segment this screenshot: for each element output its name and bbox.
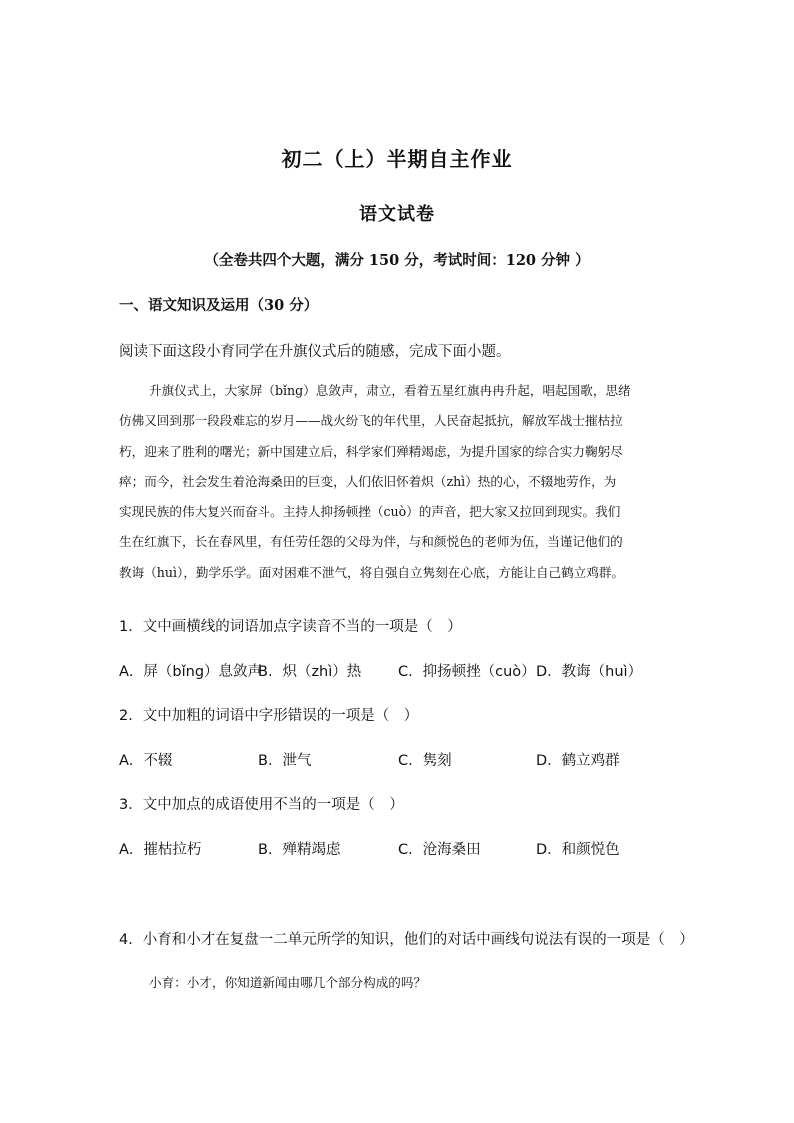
question-2-option-c: C．隽刻 [398, 753, 452, 769]
question-2-stem: 2．文中加粗的词语中字形错误的一项是（ ） [119, 708, 419, 724]
question-3-option-a: A．摧枯拉朽 [119, 842, 202, 858]
question-4-stem: 4．小育和小才在复盘一二单元所学的知识，他们的对话中画线句说法有误的一项是（ ） [119, 932, 694, 948]
question-3-option-b: B．殚精竭虑 [258, 842, 341, 858]
question-1-stem: 1．文中画横线的词语加点字读音不当的一项是（ ） [119, 619, 462, 635]
question-1-option-d: D．教诲（huì） [536, 664, 643, 680]
section-heading: 一、语文知识及运用（30 分） [119, 297, 319, 314]
subject-title: 语文试卷 [359, 204, 435, 225]
passage-line: 实现民族的伟大复兴而奋斗。主持人抑扬顿挫（cuò）的声音，把大家又拉回到现实。我们 [119, 504, 621, 520]
question-2-option-d: D．鹤立鸡群 [536, 753, 620, 769]
question-1-option-c: C．抑扬顿挫（cuò） [398, 664, 536, 680]
question-3-option-d: D．和颜悦色 [536, 842, 620, 858]
question-2-option-b: B．泄气 [258, 753, 312, 769]
reading-passage [119, 376, 679, 588]
question-1-option-a: A．屏（bǐng）息敛声 [119, 664, 263, 680]
question-3-option-c: C．沧海桑田 [398, 842, 481, 858]
question-1-option-b: B．炽（zhì）热 [258, 664, 362, 680]
dialog-line: 小育：小才，你知道新闻由哪几个部分构成的吗？ [149, 975, 427, 990]
page-title: 初二（上）半期自主作业 [281, 147, 513, 171]
question-3-stem: 3．文中加点的成语使用不当的一项是（ ） [119, 797, 404, 813]
question-2-option-a: A．不辍 [119, 753, 173, 769]
passage-line: 瘁；而今，社会发生着沧海桑田的巨变，人们依旧怀着炽（zhì）热的心，不辍地劳作，为 [119, 473, 617, 489]
passage-line: 生在红旗下，长在春风里，有任劳任怨的父母为伴，与和颜悦色的老师为伍，当谨记他们的 [119, 534, 623, 550]
passage-line: 教诲（huì），勤学乐学。面对困难不泄气，将自强自立隽刻在心底，方能让自己鹤立鸡群。 [119, 564, 625, 580]
exam-info: （全卷共四个大题，满分 150 分，考试时间：120 分钟 ） [204, 252, 590, 269]
passage-line: 朽，迎来了胜利的曙光；新中国建立后，科学家们殚精竭虑，为提升国家的综合实力鞠躬尽 [119, 443, 623, 459]
reading-instruction: 阅读下面这段小育同学在升旗仪式后的随感，完成下面小题。 [119, 344, 511, 360]
passage-line: 升旗仪式上，大家屏（bǐng）息敛声，肃立，看着五星红旗冉冉升起，唱起国歌，思绪 [149, 383, 631, 398]
passage-line: 仿佛又回到那一段段难忘的岁月——战火纷飞的年代里，人民奋起抵抗，解放军战士摧枯拉 [119, 413, 623, 429]
